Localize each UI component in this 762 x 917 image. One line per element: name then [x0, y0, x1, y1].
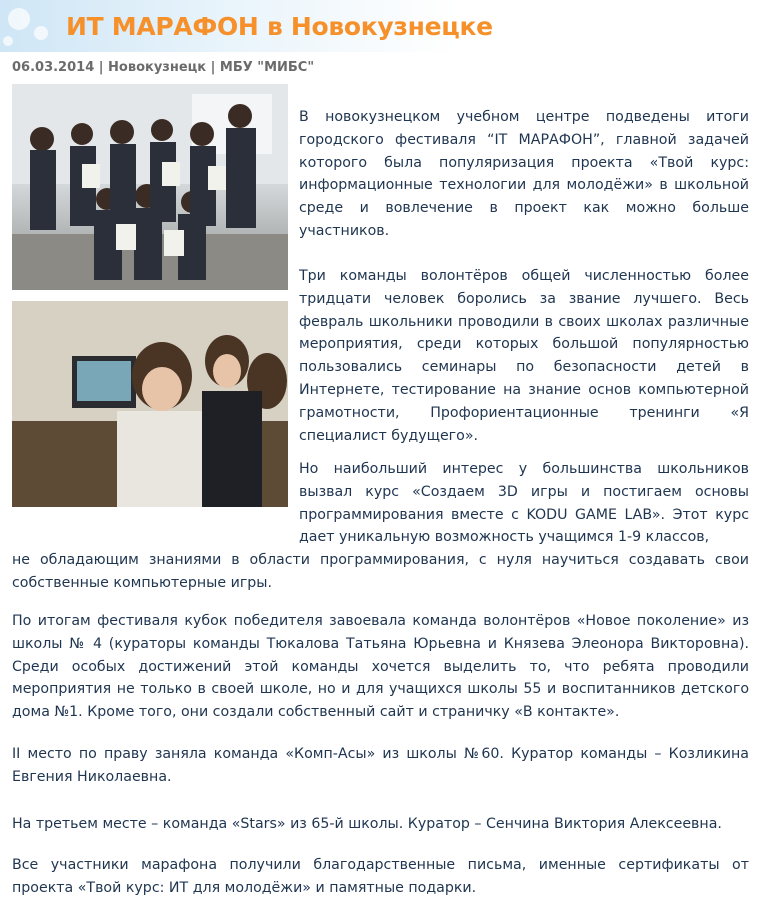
- article-paragraph: Но наибольший интерес у большинства школьников вызвал курс «Создаем 3D игры и постигаем основы программирования вместе с KODU GAME LAB». Этот курс дает уникальную возможность учащимся 1-9 классов,: [299, 461, 749, 546]
- group-photo-illustration: [12, 84, 288, 290]
- article-paragraph: По итогам фестиваля кубок победителя завоевала команда волонтёров «Новое поколение» из школы № 4 (кураторы команды Тюкалова Татьяна Юрьевна и Князева Элеонора Викторовна). Среди особых достижений этой команды хочется выделить то, что ребята проводили мероприятия не только в своей школе, но и для учащихся школы 55 и воспитанников детского дома №1. Кроме того, они создали собственный сайт и страничку «В контакте».: [12, 613, 749, 721]
- article-paragraph: не обладающим знаниями в области программирования, с нуля научиться создавать свои собственные компьютерные игры.: [12, 552, 749, 591]
- article-paragraph: Все участники марафона получили благодарственные письма, именные сертификаты от проекта «Твой курс: ИТ для молодёжи» и памятные подарки.: [12, 857, 749, 896]
- article-paragraph: II место по праву заняла команда «Комп-Асы» из школы №60. Куратор команды – Козликина Евгения Николаевна.: [12, 746, 749, 785]
- article-meta: 06.03.2014 | Новокузнецк | МБУ "МИБС": [12, 60, 315, 75]
- students-computer-photo: [12, 301, 288, 507]
- banner-bubble: [3, 36, 13, 46]
- banner-bubble: [8, 8, 30, 30]
- students-computer-illustration: [12, 301, 288, 507]
- group-photo: [12, 84, 288, 290]
- page-title: ИТ МАРАФОН в Новокузнецке: [66, 12, 493, 41]
- banner-bubble: [34, 26, 48, 40]
- article-paragraph: На третьем месте – команда «Stars» из 65-й школы. Куратор – Сенчина Виктория Алексеевна.: [12, 816, 722, 832]
- article-paragraph: В новокузнецком учебном центре подведены итоги городского фестиваля “IT МАРАФОН”, главной задачей которого была популяризация проекта «Твой курс: информационные технологии для молодёжи» в школьной среде и вовлечение в проект как можно больше участников.: [299, 109, 749, 239]
- article-paragraph: Три команды волонтёров общей численностью более тридцати человек боролись за звание лучшего. Весь февраль школьники проводили в своих школах различные мероприятия, среди которых большой популярностью пользовались семинары по безопасности детей в Интернете, тестирование на знание основ компьютерной грамотности, Профориентационные тренинги «Я специалист будущего».: [299, 268, 749, 444]
